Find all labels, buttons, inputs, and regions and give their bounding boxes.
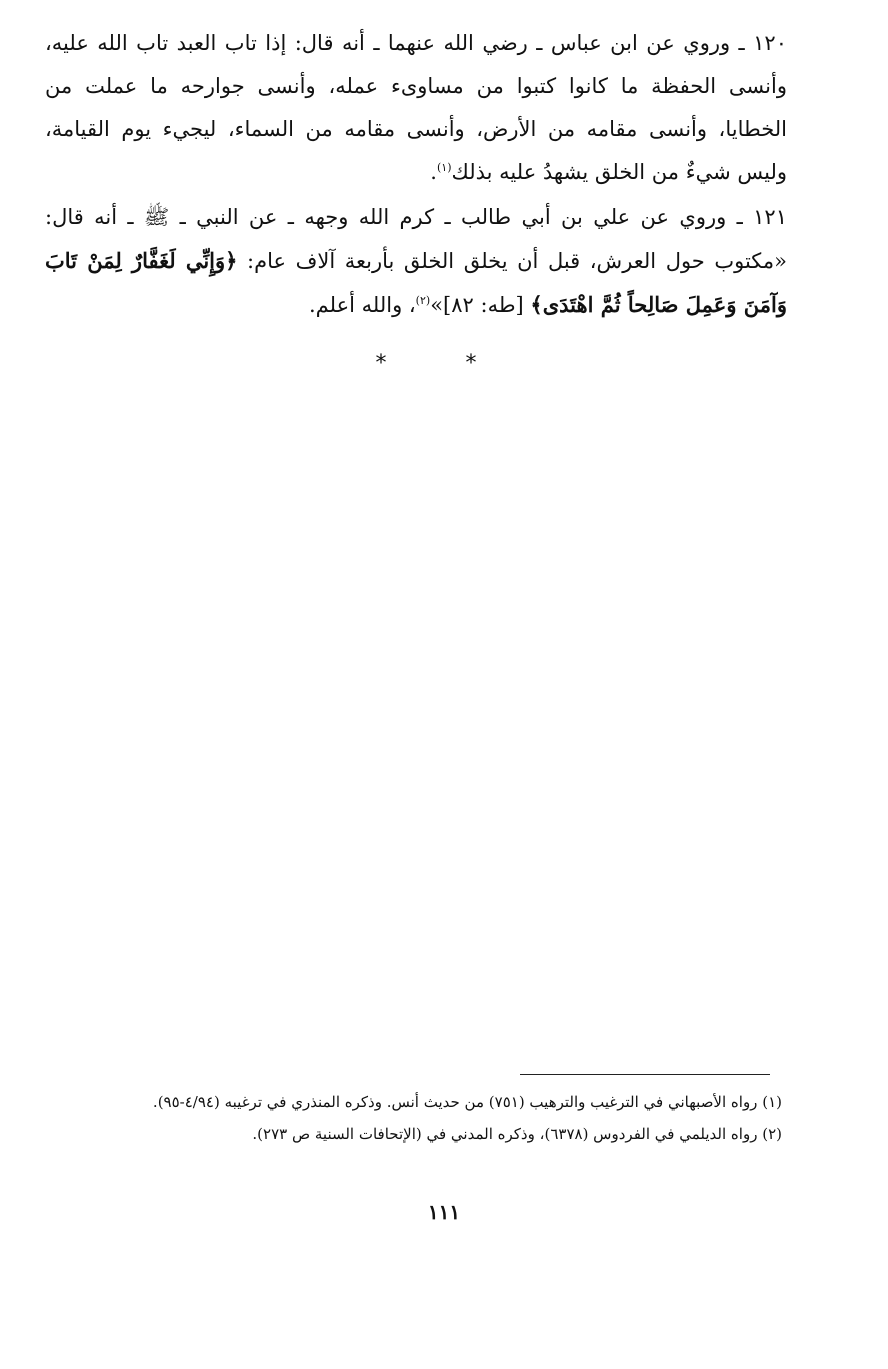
paragraph-text: ـ وروي عن علي بن أبي طالب ـ كرم الله وجهه ـ عن النبي ـ ﷺ ـ أنه قال: «مكتوب حول العرش، قبل أن يخلق الخلق بأربعة آلاف عام: [45, 205, 788, 273]
paragraph-end: ، والله أعلم. [308, 293, 416, 317]
page-number: ١١١ [427, 1200, 461, 1224]
paragraph-text: ـ وروي عن ابن عباس ـ رضي الله عنهما ـ أنه قال: إذا تاب العبد تاب الله عليه، وأنسى الحفظة ما كانوا كتبوا من مساوىء عمله، وأنسى جوارحه ما عملت من الخطايا، وأنسى مقامه من الأرض، وأنسى مقامه من السماء، ليجيء يوم القيامة، وليس شيءٌ من الخلق يشهدُ عليه بذلك [45, 31, 787, 184]
footnote-1 [40, 1089, 782, 1115]
footnote-marker: (٢) [762, 1125, 782, 1143]
paragraph-120 [45, 22, 787, 194]
quote-close: » [430, 293, 444, 317]
paragraph-121 [45, 196, 787, 327]
footnote-reference: (٢) [415, 294, 431, 307]
footnote-marker: (١) [762, 1093, 782, 1111]
footnotes [40, 1089, 782, 1153]
footnote-text: رواه الديلمي في الفردوس (٦٣٧٨)، وذكره المدني في (الإتحافات السنية ص ٢٧٣). [252, 1125, 758, 1143]
footnote-reference: (١) [436, 161, 452, 174]
paragraph-number: ١٢٠ [753, 31, 787, 55]
footnote-text: رواه الأصبهاني في الترغيب والترهيب (٧٥١) من حديث أنس. وذكره المنذري في ترغيبه (٤/٩٤-٩٥). [152, 1093, 758, 1111]
section-separator: * * [375, 351, 513, 376]
verse-reference: [طه: ٨٢] [443, 293, 531, 317]
quran-verse: ﴿وَإِنِّي لَغَفَّارٌ لِمَنْ تَابَ وَآمَنَ وَعَمِلَ صَالِحاً ثُمَّ اهْتَدَى﴾ [45, 248, 787, 317]
paragraph-number: ١٢١ [753, 205, 787, 229]
footnote-2 [40, 1121, 782, 1147]
footnote-divider [520, 1074, 770, 1075]
paragraph-end: . [430, 160, 437, 184]
